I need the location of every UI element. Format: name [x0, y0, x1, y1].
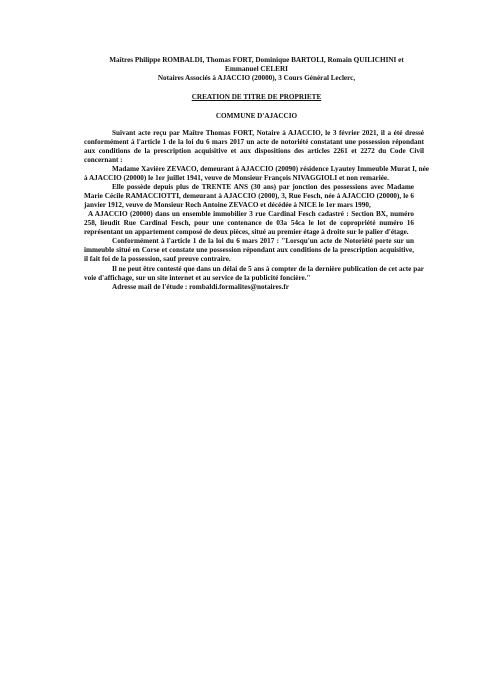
document-title: CREATION DE TITRE DE PROPRIETE — [191, 93, 322, 101]
paragraph-law: Conformément à l'article 1 de la loi du 6 mars 2017 : "Lorsqu'un acte de Notoriété porte sur un immeuble situé en Corse et constate une possession répondant aux conditions de la prescription acquisitive, il fait foi de la possession, sauf preuve contraire. — [84, 237, 414, 263]
paragraph-owner: Madame Xavière ZEVACO, demeurant à AJACCIO (20090) résidence Lyautey Immeuble Murat I, née à AJACCIO (20000) le 1er juillet 1941, veuve de Monsieur François NIVAGGIOLI et non remariée. — [84, 165, 429, 182]
paragraph-deed: Suivant acte reçu par Maître Thomas FORT, Notaire à AJACCIO, le 3 février 2021, il a été dressé conformément à l'article 1 de la loi du 6 mars 2017 un acte de notoriété constatant une possession répondant aux conditions de la prescription acquisitive et aux dispositions des articles 2261 et 2272 du Code Civil concernant : — [84, 129, 424, 164]
header-notary-name: Emmanuel CELERI — [225, 65, 288, 73]
paragraph-contest: Il ne peut être contesté que dans un délai de 5 ans à compter de la dernière publication de cet acte par voie d'affichage, sur un site internet et au service de la publicité foncière." — [84, 265, 424, 282]
paragraph-property: A AJACCIO (20000) dans un ensemble immobilier 3 rue Cardinal Fesch cadastré : Section BX, numéro 258, lieudit Rue Cardinal Fesch, pour une contenance de 03a 54ca le lot de copropriété numéro 16 représentant un appartement composé de deux pièces, situé au premier étage à droite sur le palier d'étage. — [84, 210, 414, 236]
contact-email: Adresse mail de l'étude : rombaldi.formalites@notaires.fr — [112, 283, 289, 291]
commune-heading: COMMUNE D'AJACCIO — [215, 112, 298, 120]
paragraph-possession: Elle possède depuis plus de TRENTE ANS (30 ans) par jonction des possessions avec Madame Marie Cécile RAMACCIOTTI, demeurant à AJACCIO (2000), 3, Rue Fesch, née à AJACCIO (20000), le 6 janvier 1912, veuve de Monsieur Roch Antoine ZEVACO et décédée à NICE le 1er mars 1990, — [84, 183, 414, 209]
header-address: Notaires Associés à AJACCIO (20000), 3 Cours Général Leclerc, — [157, 74, 356, 82]
header-notaries-line: Maîtres Philippe ROMBALDI, Thomas FORT, Dominique BARTOLI, Romain QUILICHINI et — [109, 56, 404, 64]
